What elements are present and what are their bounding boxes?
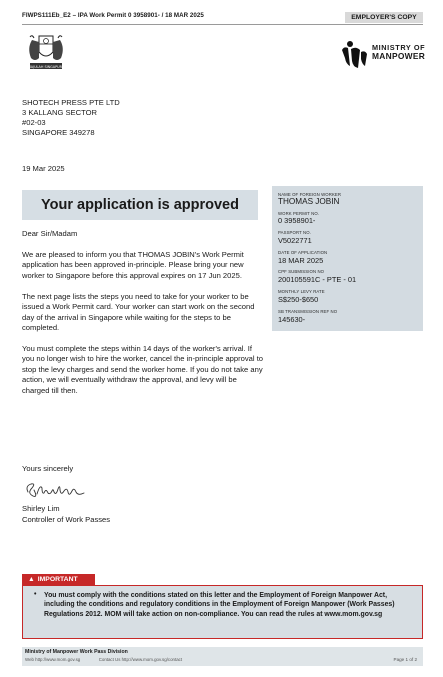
page-footer (22, 647, 423, 666)
salutation: Dear Sir/Madam (22, 229, 78, 238)
permit-number-label: WORK PERMIT NO. (278, 211, 320, 216)
important-tag (22, 574, 95, 585)
header-divider (22, 24, 423, 25)
paragraph-approval: We are pleased to inform you that THOMAS JOBIN's Work Permit application has been approved in-principle. Please bring your new worker to Singapore before this approval expires on 17 Jun 2025. (22, 250, 244, 280)
approval-banner: Your application is approved (22, 190, 258, 220)
footer-links (25, 657, 182, 662)
document-reference: FIWPS111Eb_E2 – IPA Work Permit 0 3958901- / 18 MAR 2025 (22, 12, 204, 19)
important-notice-text: You must comply with the conditions stated on this letter and the Employment of Foreign Manpower Act, including the conditions and regulatory conditions in the Employment of Foreign Manpower (Work Passes) Regulations 2012. MOM will take action on non-compliance. You can read the rules at www.mom.gov.sg (44, 592, 395, 618)
address-line-1: 3 KALLANG SECTOR (22, 108, 97, 117)
application-date-value: 18 MAR 2025 (278, 256, 324, 265)
signature-image (24, 476, 94, 502)
levy-rate-value: S$250-$650 (278, 295, 319, 304)
notice-bullet: • (34, 591, 37, 598)
footer-division: Ministry of Manpower Work Pass Division (25, 649, 128, 655)
company-name: SHOTECH PRESS PTE LTD (22, 98, 120, 107)
employer-address (22, 98, 120, 138)
signer-block (22, 504, 110, 525)
cpf-submission-label: CPF SUBMISSION NO (278, 269, 325, 274)
signer-title: Controller of Work Passes (22, 514, 111, 524)
worker-details-panel (272, 186, 423, 331)
application-date-label: DATE OF APPLICATION (278, 250, 328, 255)
levy-rate-label: MONTHLY LEVY RATE (278, 289, 325, 294)
signer-name: Shirley Lim (22, 504, 60, 513)
page-number: Page 1 of 2 (393, 657, 417, 662)
important-tag-label: IMPORTANT (37, 576, 78, 583)
paragraph-deadline: You must complete the steps within 14 days of the worker's arrival. If you no longer wish to hire the worker, cancel the in-principle approval to stop the levy charges and send the worker home. If you do not take any action, we will eventually withdraw the approval, and levy will be charged till then. (22, 344, 264, 395)
ministry-wordmark (372, 43, 425, 61)
passport-number-value: V5022771 (278, 236, 312, 245)
ministry-line-2: MANPOWER (372, 51, 426, 61)
sb-transmission-value: 145630- (278, 315, 306, 324)
address-line-3: SINGAPORE 349278 (22, 128, 95, 137)
ministry-line-1: MINISTRY OF (372, 43, 426, 52)
footer-contact-link[interactable]: Contact Us http://www.mom.gov.sg/contact (98, 657, 183, 662)
permit-number-value: 0 3958901- (278, 216, 316, 225)
footer-web-link[interactable]: Web http://www.mom.gov.sg (25, 657, 81, 662)
letter-body (22, 229, 266, 407)
copy-label-badge: EMPLOYER'S COPY (345, 12, 423, 23)
address-line-2: #02-03 (22, 118, 46, 127)
worker-name-value: THOMAS JOBIN (278, 197, 340, 206)
crest-motto: MAJULAH SINGAPURA (27, 64, 65, 69)
letter-date: 19 Mar 2025 (22, 164, 65, 173)
warning-icon: ▲ (28, 576, 35, 583)
singapore-crest-logo (22, 32, 70, 76)
sb-transmission-label: SB TRANSMISSION REF NO (278, 309, 338, 314)
cpf-submission-value: 200105591C - PTE - 01 (278, 275, 357, 284)
paragraph-next-steps: The next page lists the steps you need to take for your worker to be issued a Work Permit card. Your worker can start work on the second day of the arrival in Singapore while waiting for the steps to be completed. (22, 291, 255, 333)
passport-number-label: PASSPORT NO. (278, 230, 311, 235)
worker-name-label: NAME OF FOREIGN WORKER (278, 192, 342, 197)
closing-line: Yours sincerely (22, 464, 74, 473)
